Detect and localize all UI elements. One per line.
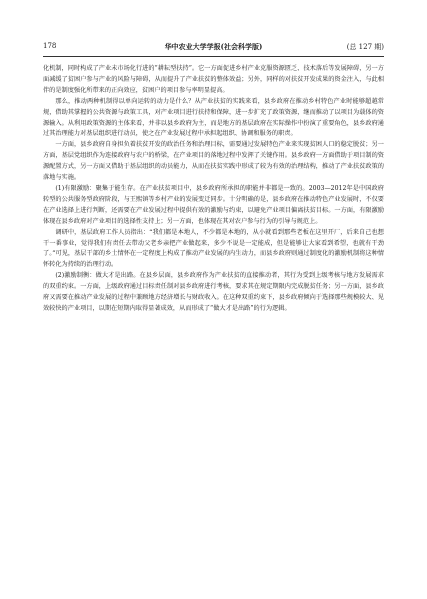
issue-number: (总 127 期) [346, 43, 384, 51]
journal-title: 华中农业大学学报(社会科学版) [164, 42, 263, 51]
paragraph: (2)激励制衡：做大才是出路。在县乡层面，县乡政府作为产业扶贫的直接推动者，其行为受到上级考核与地方发展需求的双重约束。一方面，上级政府通过目标责任制对县乡政府进行考核，要求其在规定期限内完成脱贫任务；另一方面，县乡政府又需要在推动产业发展的过程中兼顾地方经济增长与财政收入。在这种双重约束下，县乡政府倾向于选择那些规模较大、见效较快的产业项目，以期在短期内取得显著成效，从而形成了“做大才是出路”的行为逻辑。 [43, 272, 384, 312]
paragraph: 那么，推动两种机制得以单向运转的动力是什么？从产业扶贫的实践来看，县乡政府在推动乡村特色产业时能够超越常规，借助其掌握的公共资源与政策工具，对产业项目进行扶持和保障，进一步扩充了政策资源，继而推动了以项目为载体的资源输入。从利用政策资源的主体来看，并非以县乡政府为主，而是地方的基层政府在实际操作中扮演了重要角色，县乡政府通过其治理能力对基层组织进行动员，使之在产业发展过程中承担起组织、协调和服务的职责。 [43, 97, 384, 138]
header-rule [43, 56, 384, 57]
paragraph: 一方面，县乡政府自身担负着扶贫开发的政治任务和治理目标，需要通过发展特色产业来实现贫困人口的稳定脱贫；另一方面，基层党组织作为连接政府与农户的桥梁，在产业项目的落地过程中发挥了关键作用。县乡政府一方面借助于项目制的资源配置方式，另一方面又借助于基层组织的动员能力，从而在扶贫实践中形成了较为有效的治理结构，推动了产业扶贫政策的落地与实施。 [43, 141, 384, 182]
page-number: 178 [43, 42, 57, 50]
paragraph: (1)有限激励：聚集于能生存。在产业扶贫项目中，县乡政府所承担的职能并非都是一致的。2003—2012年是中国政府转型的公共服务型政府阶段，与王熙镇等乡村产业的发展变迁同步。十分明确的是，县乡政府在推动特色产业发展时，不仅要在产业选择上进行判断，还需要在产业发展过程中提供有效的激励与约束，以避免产业项目偏离扶贫目标。一方面，有限激励体现在县乡政府对产业项目的选择性支持上；另一方面，也体现在其对农户参与行为的引导与规范上。 [43, 184, 384, 225]
running-header [43, 40, 384, 54]
paragraph-quote: 调研中，基层政府工作人员指出：“我们都是本地人，不少都是本地的，从小就看到那些老板在这里开厂，后来自己也想干一番事业，觉得我们有责任去带动父老乡亲把产业做起来，多少不说是一定能成，但是能够让大家看到希望，也就有干劲了。”可见，基层干部的乡土情怀在一定程度上构成了推动产业发展的内生动力，而县乡政府则通过制度化的激励机制将这种情怀转化为持续的治理行动。 [43, 228, 384, 269]
article-body [43, 64, 384, 315]
paragraph: 化机制，同时构成了产业未市场化行进的“耕耘型扶持”。它一方面促进乡村产业克服资源匮乏、技术落后等发展障碍，另一方面减缓了贫困户参与产业的风险与障碍，从而提升了产业扶贫的整体效益；另外，同样的对扶贫开发成果的资金注入，与此相伴的是制度强化所带来的正向效应，贫困户的项目参与率明显提高。 [43, 65, 384, 94]
